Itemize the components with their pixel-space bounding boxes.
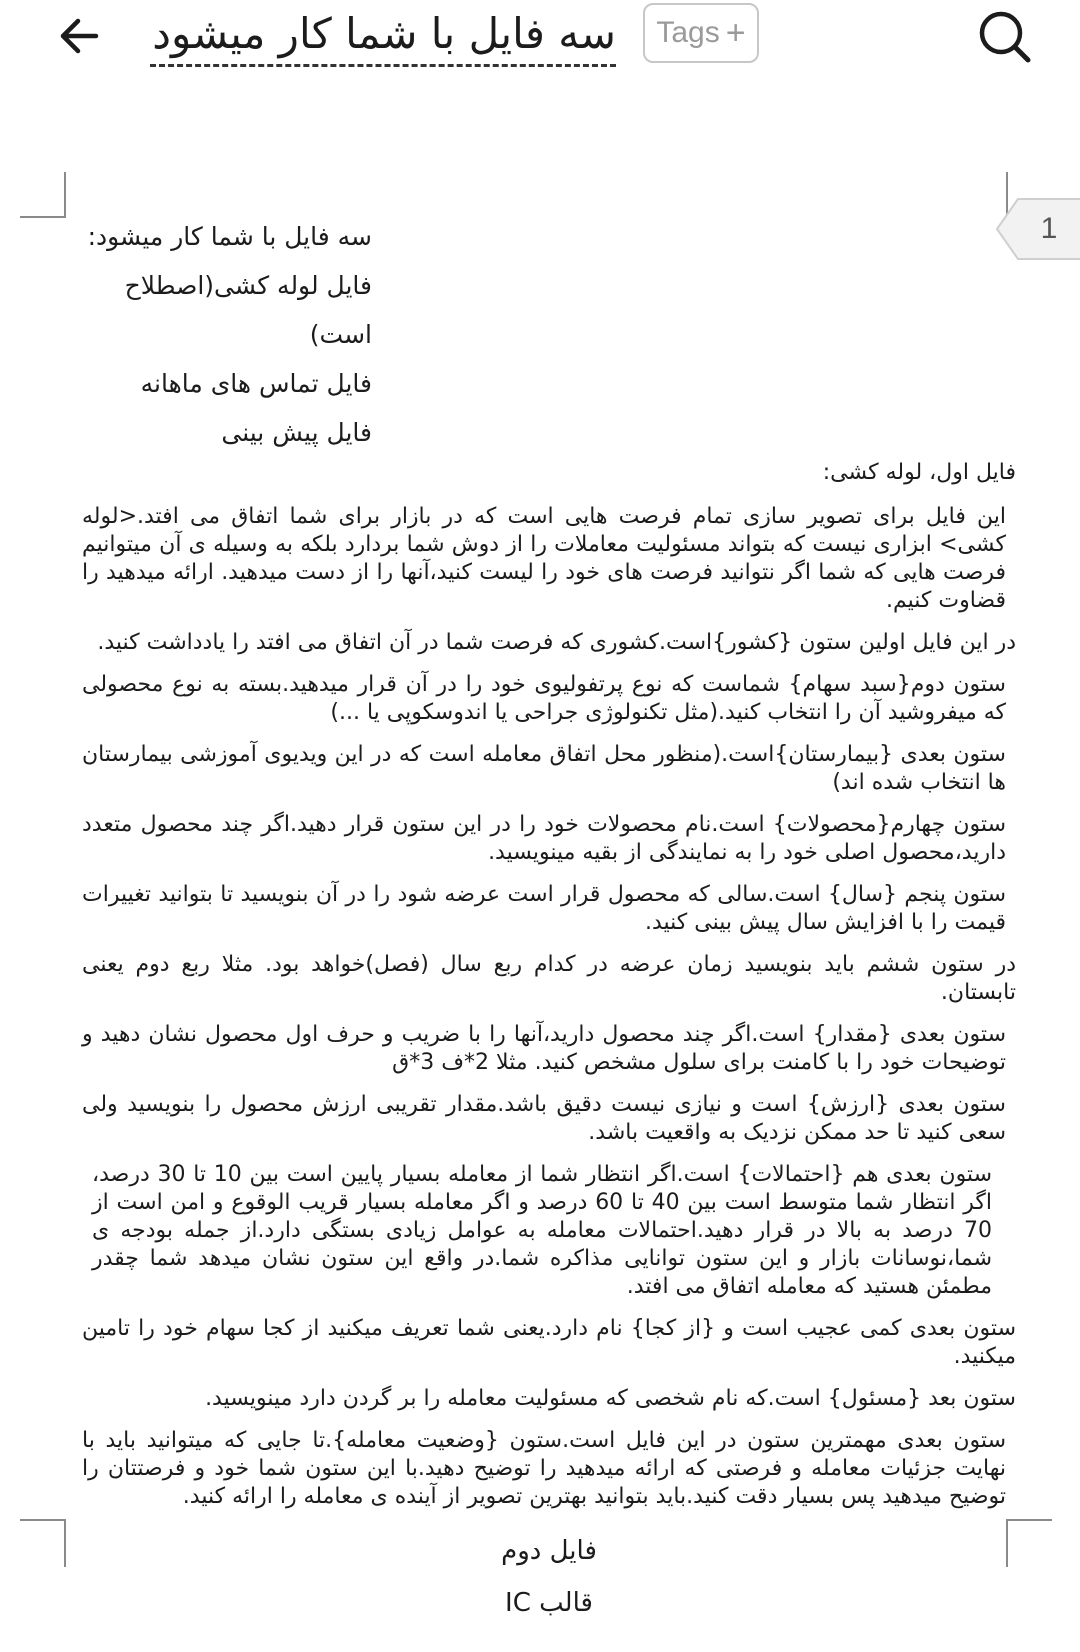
back-button[interactable] [56,12,104,60]
paragraph: ستون بعدی مهمترین ستون در این فایل است.ستون {وضعیت معامله}.تا جایی که میتوانید باید با نهایت جزئیات معامله و فرصتی که ارائه میدهید را توضیح دهید.با این ستون شما خود و فرصتتان را توضیح میدهید پس بسیار دقت کنید.باید بتوانید بهترین تصویر از آینده ی معامله را ارائه کنید. [82,1428,1006,1509]
top-app-bar [0,0,1080,80]
intro-line: فایل لوله کشی(اصطلاح است) [124,271,372,349]
search-icon [976,8,1034,66]
paragraph: در این فایل اولین ستون {کشور}است.کشوری که فرصت شما در آن اتفاق می افتد را یادداشت کنید. [97,630,1016,655]
second-file-heading: فایل دوم [501,1536,597,1566]
paragraph: ستون بعدی {ارزش} است و نیازی نیست دقیق باشد.مقدار تقریبی ارزش محصول را بنویسید ولی سعی کنید تا حد ممکن نزدیک به واقعیت باشد. [82,1092,1006,1145]
paragraph: این فایل برای تصویر سازی تمام فرصت هایی است که در بازار برای شما اتفاق می افتد.<لوله کشی> ابزاری نیست که بتواند مسئولیت معاملات را از دوش شما بردارد بلکه به وسیله ی آن میتوانیم فرصت هایی که شما اگر نتوانید فرصت های خود را لیست کنید،آنها را از دست میدهید. ارائه میدهید را قضاوت کنیم. [82,504,1006,613]
comment-count: 1 [1040,212,1058,245]
section-heading: فایل اول، لوله کشی: [822,460,1016,485]
tags-label: Tags [656,16,720,49]
paragraph: ستون بعدی {بیمارستان}است.(منظور محل اتفاق معامله است که در این ویدیوی آموزشی بیمارستان ها انتخاب شده اند) [82,742,1006,795]
plus-icon: + [725,14,746,52]
paragraph: ستون چهارم{محصولات} است.نام محصولات خود را در این ستون قرار دهید.اگر چند محصول متعدد دارید،محصول اصلی خود را به نمایندگی از بقیه مینویسید. [82,812,1006,865]
paragraph: ستون پنجم {سال} است.سالی که محصول قرار است عرضه شود را در آن بنویسید تا بتوانید تغییرات قیمت را با افزایش سال پیش بینی کنید. [82,882,1006,935]
arrow-left-icon [56,12,104,60]
document-title[interactable]: سه فایل با شما کار میشود [150,6,616,67]
page-corner-mark-top-left [20,172,66,218]
tags-button[interactable] [643,3,759,63]
intro-line: فایل پیش بینی [221,418,372,447]
paragraph: ستون بعد {مسئول} است.که نام شخصی که مسئولیت معامله را بر گردن دارد مینویسید. [205,1386,1016,1411]
paragraph: ستون بعدی کمی عجیب است و {از کجا} نام دارد.یعنی شما تعریف میکنید از کجا سهام خود را تامین میکنید. [82,1316,1016,1369]
intro-list [82,212,1016,457]
intro-line: فایل تماس های ماهانه [140,369,372,398]
paragraph: در ستون ششم باید بنویسید زمان عرضه در کدام ربع سال (فصل)خواهد بود. مثلا ربع دوم یعنی تابستان. [82,952,1016,1005]
template-line: قالب IC [505,1588,593,1618]
paragraph: ستون بعدی {مقدار} است.اگر چند محصول دارید،آنها را با ضریب و حرف اول محصول نشان دهید و توضیحات خود را با کامنت برای سلول مشخص کنید. مثلا 2*ف 3*ق [82,1022,1006,1075]
page-corner-mark-bottom-left [20,1519,66,1567]
intro-line: سه فایل با شما کار میشود: [87,222,372,251]
document-body[interactable] [82,212,1016,1629]
search-button[interactable] [976,8,1034,66]
paragraph: ستون دوم{سبد سهام} شماست که نوع پرتفولیوی خود را در آن قرار میدهید.بسته به نوع محصولی که میفروشید آن را انتخاب کنید.(مثل تکنولوژی جراحی یا اندوسکوپی یا ...) [82,672,1006,725]
paragraph: ستون بعدی هم {احتمالات} است.اگر انتظار شما از معامله بسیار پایین است بین 10 تا 30 درصد، اگر انتظار شما متوسط است بین 40 تا 60 درصد و اگر معامله بسیار قریب الوقوع و امن است از 70 درصد به بالا در قرار دهید.احتمالات معامله به عوامل زیادی بستگی دارد.از جمله بودجه ی شما،نوسانات بازار و این ستون توانایی مذاکره شما.در واقع این ستون نشان میدهد شما چقدر مطمئن هستید که معامله اتفاق می افتد. [92,1162,993,1299]
